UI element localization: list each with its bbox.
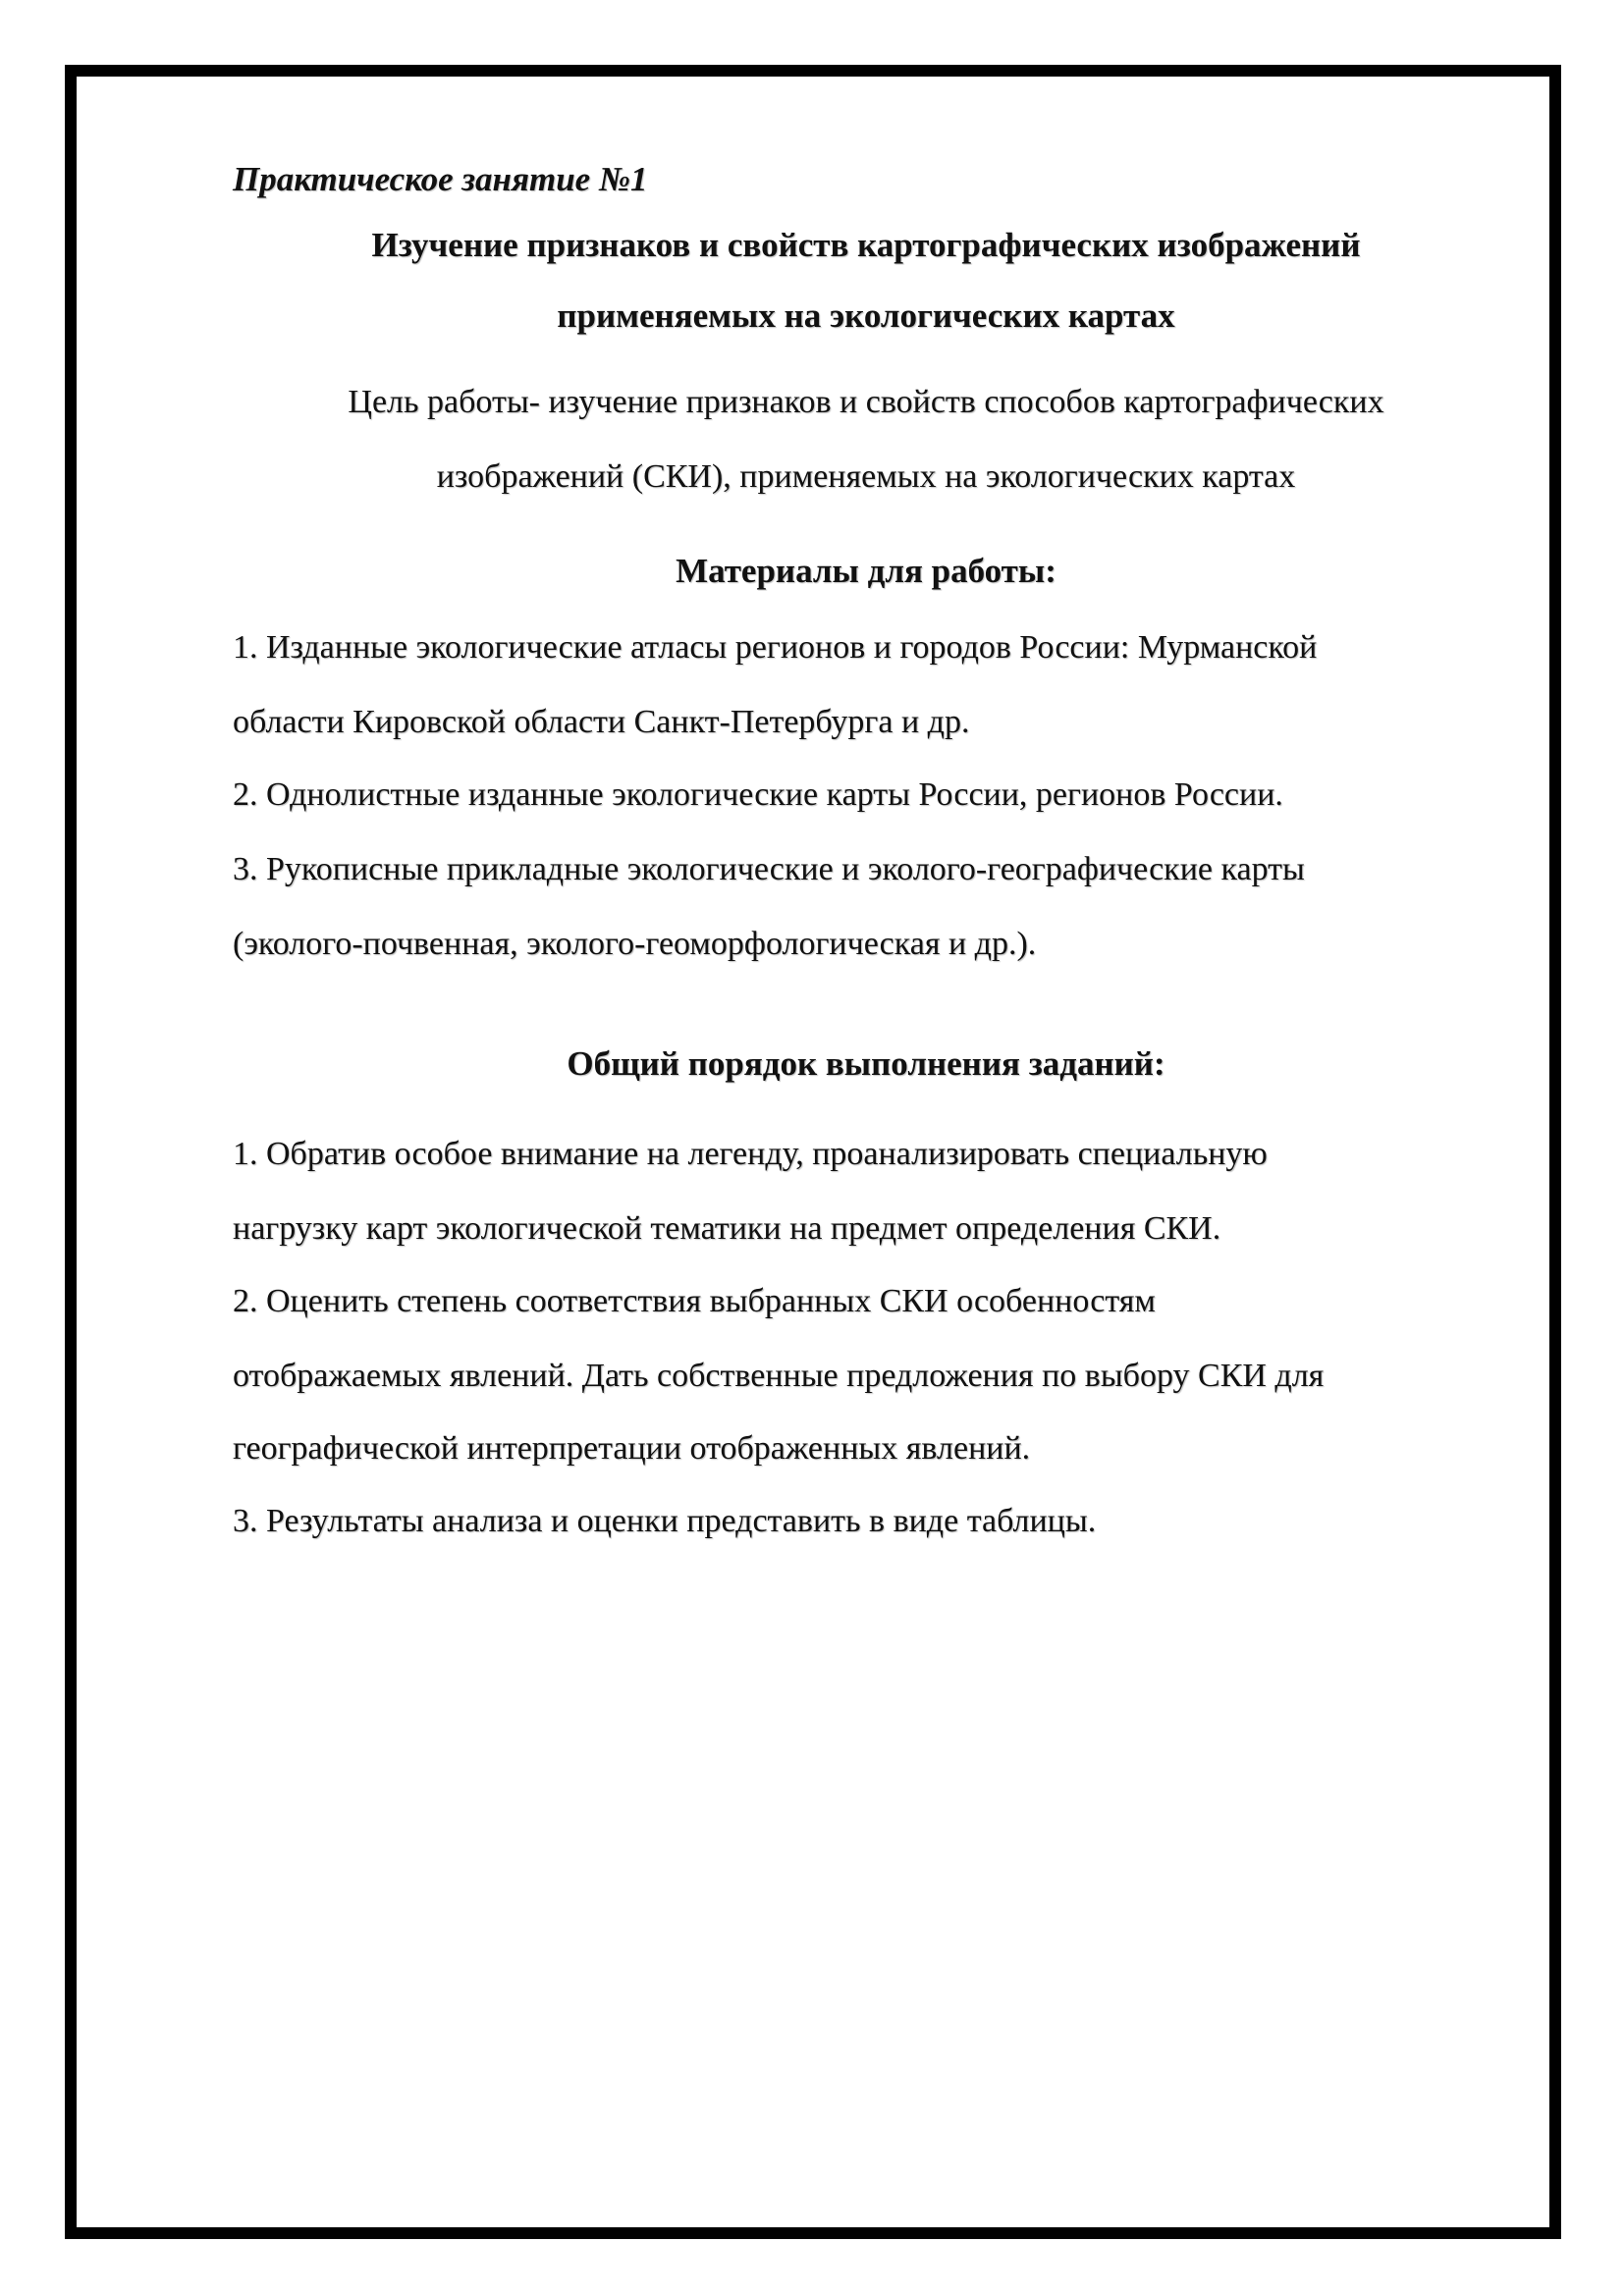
goal-line-2: изображений (СКИ), применяемых на экологических картах (436, 458, 1296, 495)
materials-item: (эколого-почвенная, эколого-геоморфологическая и др.). (233, 926, 1037, 962)
practice-label: Практическое занятие №1 (233, 160, 648, 198)
materials-item: области Кировской области Санкт-Петербурга и др. (233, 704, 970, 740)
procedure-heading: Общий порядок выполнения заданий: (567, 1044, 1165, 1083)
materials-item: 1. Изданные экологические атласы регионов и городов России: Мурманской (233, 629, 1318, 666)
materials-item: 2. Однолистные изданные экологические карты России, регионов России. (233, 776, 1283, 813)
procedure-item: отображаемых явлений. Дать собственные предложения по выбору СКИ для (233, 1358, 1325, 1394)
procedure-item: географической интерпретации отображенных явлений. (233, 1430, 1031, 1467)
procedure-item: 3. Результаты анализа и оценки представить в виде таблицы. (233, 1503, 1097, 1539)
materials-item: 3. Рукописные прикладные экологические и эколого-географические карты (233, 851, 1305, 887)
title-line-1: Изучение признаков и свойств картографических изображений (371, 226, 1361, 264)
goal-line-1: Цель работы- изучение признаков и свойств способов картографических (348, 384, 1384, 420)
title-line-2: применяемых на экологических картах (557, 296, 1175, 335)
procedure-item: 1. Обратив особое внимание на легенду, проанализировать специальную (233, 1136, 1268, 1172)
materials-heading: Материалы для работы: (676, 552, 1056, 590)
procedure-item: 2. Оценить степень соответствия выбранных СКИ особенностям (233, 1283, 1156, 1319)
procedure-item: нагрузку карт экологической тематики на предмет определения СКИ. (233, 1210, 1221, 1247)
